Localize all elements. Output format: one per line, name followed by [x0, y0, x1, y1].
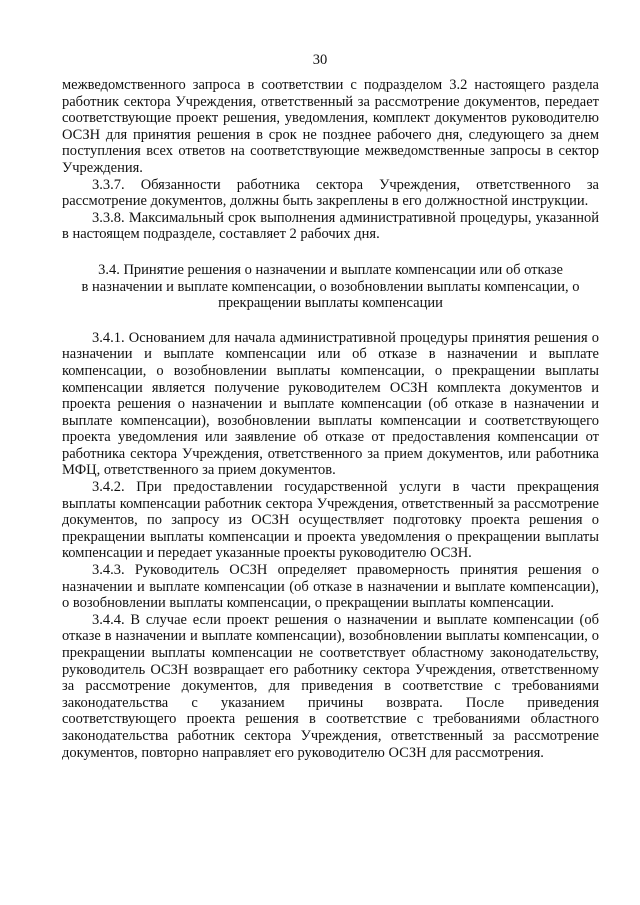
page-number: 30 [312, 52, 328, 68]
paragraph-3-4-2: 3.4.2. При предоставлении государственной услуги в части прекращения выплаты компенсации работник сектора Учреждения, ответственный за рассмотрение документов, по запросу из ОСЗН осуществляет подготовку проекта решения о прекращении выплаты компенсации и проекта уведомления о прекращении выплаты компенсации и передает указанные проекты руководителю ОСЗН. [62, 479, 599, 562]
paragraph-continuation: межведомственного запроса в соответствии с подразделом 3.2 настоящего раздела работник сектора Учреждения, ответственный за рассмотрение документов, передает соответствующие проект решения, уведомления, комплект документов руководителю ОСЗН для принятия решения в срок не позднее рабочего дня, следующего за днем поступления всех ответов на соответствующие межведомственные запросы в сектор Учреждения. [62, 77, 599, 176]
heading-line-3: прекращении выплаты компенсации [218, 295, 443, 312]
paragraph-3-3-7: 3.3.7. Обязанности работника сектора Учреждения, ответственного за рассмотрение документов, должны быть закреплены в его должностной инструкции. [62, 176, 599, 210]
paragraph-3-3-8: 3.3.8. Максимальный срок выполнения административной процедуры, указанной в настоящем подразделе, составляет 2 рабочих дня. [62, 209, 599, 243]
heading-line-1: 3.4. Принятие решения о назначении и выплате компенсации или об отказе [98, 261, 563, 278]
heading-line-2: в назначении и выплате компенсации, о возобновлении выплаты компенсации, о [81, 278, 580, 295]
section-heading-3-4 [62, 262, 599, 312]
document-body [62, 77, 599, 761]
paragraph-3-4-1: 3.4.1. Основанием для начала административной процедуры принятия решения о назначении и выплате компенсации или об отказе в назначении и выплате компенсации, о возобновлении выплаты компенсации, о прекращении выплаты компенсации является получение руководителем ОСЗН комплекта документов и проекта решения о назначении и выплате компенсации (об отказе в назначении и выплате компенсации), возобновлении выплаты компенсации и соответствующего проекта уведомления или заявление об отказе от предоставления компенсации от работника сектора Учреждения, ответственного за прием документов, или работника МФЦ, ответственного за прием документов. [62, 329, 599, 479]
paragraph-3-4-3: 3.4.3. Руководитель ОСЗН определяет правомерность принятия решения о назначении и выплате компенсации (об отказе в назначении и выплате компенсации), о возобновлении выплаты компенсации, о прекращении выплаты компенсации. [62, 562, 599, 612]
paragraph-3-4-4: 3.4.4. В случае если проект решения о назначении и выплате компенсации (об отказе в назначении и выплате компенсации), возобновлении выплаты компенсации, о прекращении выплаты компенсации не соответствует областному законодательству, руководитель ОСЗН возвращает его работнику сектора Учреждения, ответственному за рассмотрение документов, для приведения в соответствие с требованиями законодательства с указанием причины возврата. После приведения соответствующего проекта решения в соответствие с требованиями областного законодательства работник сектора Учреждения, ответственный за рассмотрение документов, повторно направляет его руководителю ОСЗН для рассмотрения. [62, 611, 599, 761]
